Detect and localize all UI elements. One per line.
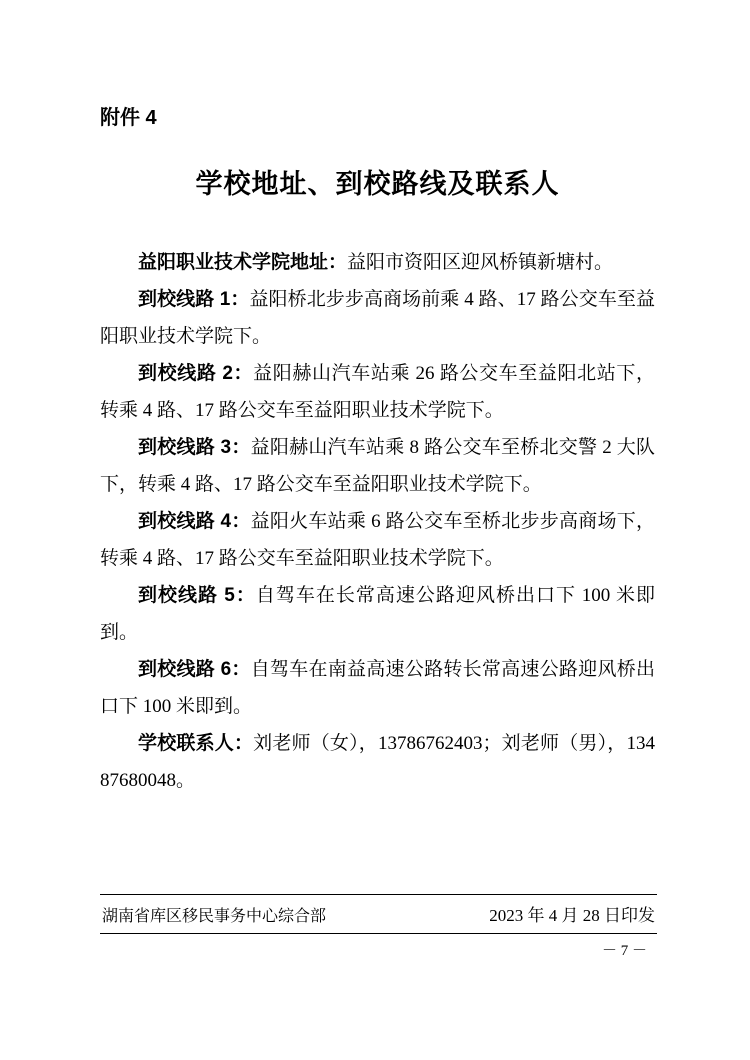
paragraph-route-5 <box>100 577 655 651</box>
paragraph-route-3 <box>100 429 655 503</box>
paragraph-label: 学校联系人： <box>138 733 254 754</box>
page-number: － 7 － <box>601 943 647 959</box>
document-body <box>100 106 655 799</box>
paragraph-label: 到校线路 1： <box>138 289 250 310</box>
paragraph-route-6 <box>100 651 655 725</box>
paragraph-text: 益阳桥北步步高商场前乘 4 路、17 路公交车至益阳职业技术学院下。 <box>100 289 655 347</box>
paragraph-text: 益阳市资阳区迎风桥镇新塘村。 <box>347 252 614 273</box>
paragraph-contacts <box>100 725 655 799</box>
paragraph-route-4 <box>100 503 655 577</box>
paragraph-address <box>100 244 655 281</box>
paragraph-route-2 <box>100 355 655 429</box>
document-footer <box>100 894 657 960</box>
paragraph-label: 到校线路 5： <box>138 585 256 606</box>
paragraph-label: 到校线路 4： <box>138 511 251 532</box>
paragraph-label: 到校线路 6： <box>138 659 251 680</box>
footer-print-date: 2023 年 4 月 28 日印发 <box>489 906 655 925</box>
paragraph-text: 自驾车在长常高速公路迎风桥出口下 100 米即到。 <box>100 585 655 643</box>
paragraph-text: 自驾车在南益高速公路转长常高速公路迎风桥出口下 100 米即到。 <box>100 659 655 717</box>
page-title: 学校地址、到校路线及联系人 <box>195 169 560 199</box>
paragraph-route-1 <box>100 281 655 355</box>
footer-issuer: 湖南省库区移民事务中心综合部 <box>102 908 327 925</box>
paragraph-text: 益阳赫山汽车站乘 8 路公交车至桥北交警 2 大队下，转乘 4 路、17 路公交车至益阳职业技术学院下。 <box>100 437 655 495</box>
paragraph-label: 到校线路 3： <box>138 437 251 458</box>
attachment-label: 附件 4 <box>100 107 157 129</box>
paragraph-label: 到校线路 2： <box>138 363 254 384</box>
paragraph-text: 刘老师（女），13786762403；刘老师（男），13487680048。 <box>100 733 655 791</box>
paragraph-text: 益阳赫山汽车站乘 26 路公交车至益阳北站下，转乘 4 路、17 路公交车至益阳职业技术学院下。 <box>100 363 655 421</box>
paragraph-label: 益阳职业技术学院地址： <box>138 252 348 273</box>
footer-bar <box>100 894 657 934</box>
paragraph-text: 益阳火车站乘 6 路公交车至桥北步步高商场下，转乘 4 路、17 路公交车至益阳职业技术学院下。 <box>100 511 655 569</box>
